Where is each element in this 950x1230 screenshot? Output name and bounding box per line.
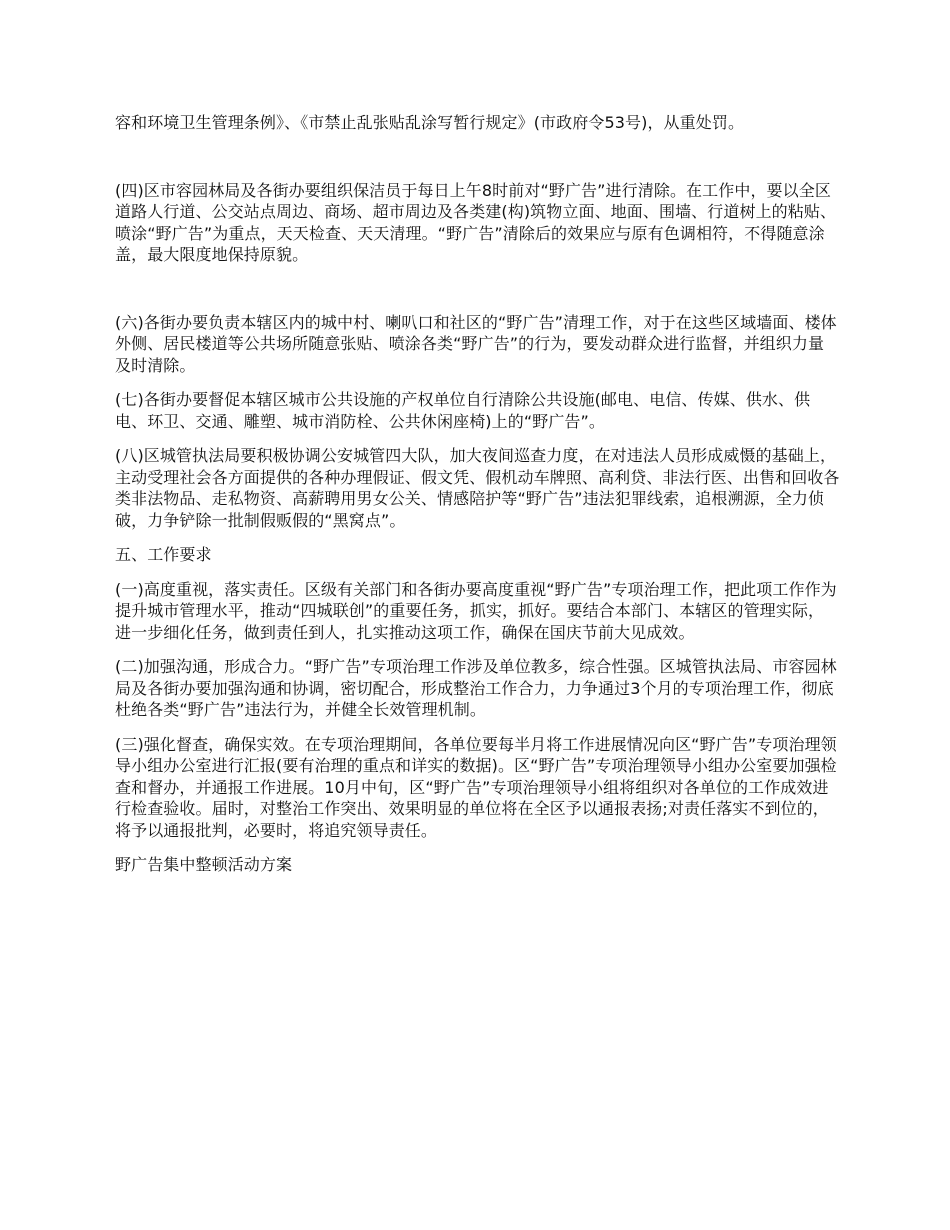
spacer [115,721,840,734]
document-body [115,112,840,876]
spacer [115,432,840,445]
spacer [115,841,840,854]
paragraph-6: (一)高度重视，落实责任。区级有关部门和各街办要高度重视“野广告”专项治理工作，把此项工作作为提升城市管理水平，推动“四城联创”的重要任务，抓实，抓好。要结合本部门、本辖区的管理实际，进一步细化任务，做到责任到人，扎实推动这项工作，确保在国庆节前大见成效。 [115,579,837,642]
paragraph-5: (八)区城管执法局要积极协调公安城管四大队，加大夜间巡查力度，在对违法人员形成威慑的基础上，主动受理社会各方面提供的各种办理假证、假文凭、假机动车牌照、高利贷、非法行医、出售和回收各类非法物品、走私物资、高薪聘用男女公关、情感陪护等“野广告”违法犯罪线索，追根溯源，全力侦破，力争铲除一批制假贩假的“黑窝点”。 [115,446,840,530]
paragraph-8: (三)强化督查，确保实效。在专项治理期间，各单位要每半月将工作进展情况向区“野广告”专项治理领导小组办公室进行汇报(要有治理的重点和详实的数据)。区“野广告”专项治理领导小组办公室要加强检查和督办，并通报工作进展。10月中旬，区“野广告”专项治理领导小组将组织对各单位的工作成效进行检查验收。届时，对整治工作突出、效果明显的单位将在全区予以通报表扬;对责任落实不到位的，将予以通报批判，必要时，将追究领导责任。 [115,734,837,840]
paragraph-4: (七)各街办要督促本辖区城市公共设施的产权单位自行清除公共设施(邮电、电信、传媒、供水、供电、环卫、交通、雕塑、城市消防栓、公共休闲座椅)上的“野广告”。 [115,390,811,431]
spacer [115,266,840,312]
section-heading: 五、工作要求 [115,545,212,564]
spacer [115,531,840,544]
spacer [115,134,840,180]
paragraph-7: (二)加强沟通，形成合力。“野广告”专项治理工作涉及单位教多，综合性强。区城管执法局、市容园林局及各街办要加强沟通和协调，密切配合，形成整治工作合力，力争通过3个月的专项治理工作，彻底杜绝各类“野广告”违法行为，并健全长效管理机制。 [115,657,837,719]
paragraph-2: (四)区市容园林局及各街办要组织保洁员于每日上午8时前对“野广告”进行清除。在工作中，要以全区道路人行道、公交站点周边、商场、超市周边及各类建(构)筑物立面、地面、围墙、行道树上的粘贴、喷涂“野广告”为重点，天天检查、天天清理。“野广告”清除后的效果应与原有色调相符，不得随意涂盖，最大限度地保持原貌。 [115,180,837,264]
document-title-line: 野广告集中整顿活动方案 [115,855,293,874]
paragraph-1: 容和环境卫生管理条例》、《市禁止乱张贴乱涂写暂行规定》(市政府令53号)，从重处罚。 [115,113,745,132]
spacer [115,643,840,656]
spacer [115,566,840,579]
paragraph-3: (六)各街办要负责本辖区内的城中村、喇叭口和社区的“野广告”清理工作，对于在这些区域墙面、楼体外侧、居民楼道等公共场所随意张贴、喷涂各类“野广告”的行为，要发动群众进行监督，并组织力量及时清除。 [115,312,837,375]
spacer [115,376,840,389]
